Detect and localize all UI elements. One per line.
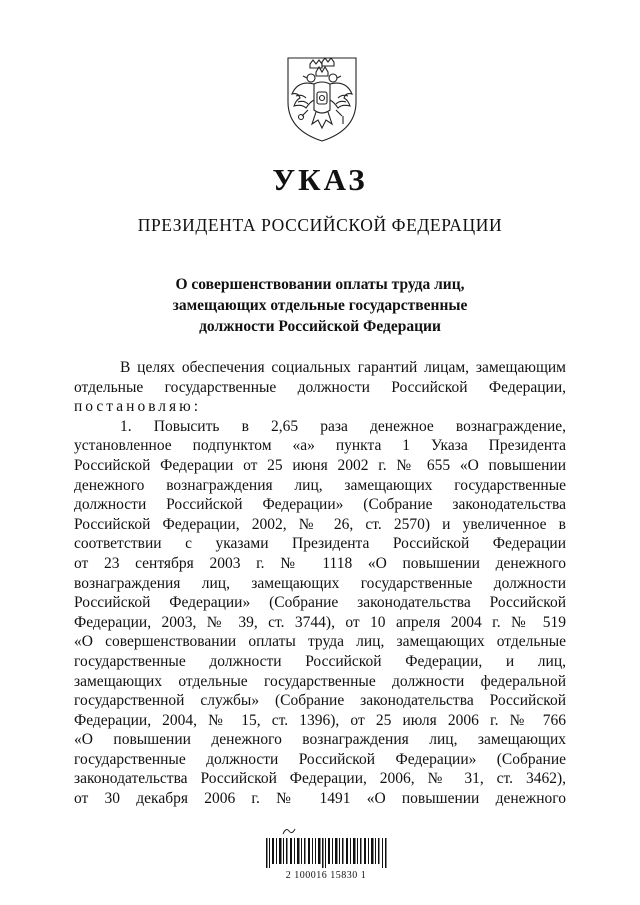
body-line: отдельные государственные должности Российской Федерации, <box>74 378 566 396</box>
document-issuer: ПРЕЗИДЕНТА РОССИЙСКОЙ ФЕДЕРАЦИИ <box>137 215 503 235</box>
body-line: 1. Повысить в 2,65 раза денежное вознаграждение, <box>120 417 566 435</box>
body-line: государственные должности Российской Федерации» (Собрание <box>74 750 566 768</box>
body-line: В целях обеспечения социальных гарантий лицам, замещающим <box>120 359 566 376</box>
body-line: государственные должности Российской Федерации, и лиц, <box>74 652 566 670</box>
body-line: «О совершенствовании оплаты труда лиц, замещающих отдельные <box>74 633 566 651</box>
body-line: Федерации, 2004, № 15, ст. 1396), от 25 июля 2006 г. № 766 <box>74 711 566 729</box>
body-line: от 30 декабря 2006 г. № 1491 «О повышении денежного <box>74 790 566 808</box>
body-line: денежного вознаграждения лиц, замещающих государственные <box>74 476 566 494</box>
body-line: постановляю: <box>74 398 202 416</box>
body-line: замещающих отдельные государственные должности федеральной <box>74 672 566 690</box>
body-line: Российской Федерации» (Собрание законодательства Российской <box>74 594 566 612</box>
body-line: Российской Федерации от 25 июня 2002 г. № 655 «О повышении <box>74 456 566 474</box>
body-line: вознаграждения лиц, замещающих государственные должности <box>74 574 566 592</box>
decree-subject <box>80 274 560 337</box>
body-line: Федерации, 2003, № 39, ст. 3744), от 10 апреля 2004 г. № 519 <box>74 613 566 631</box>
barcode-bars <box>264 838 388 868</box>
subject-line: замещающих отдельные государственные <box>172 297 468 314</box>
document-title: УКАЗ <box>272 162 368 197</box>
body-line: «О повышении денежного вознаграждения лиц, замещающих <box>74 731 566 749</box>
subject-line: О совершенствовании оплаты труда лиц, <box>175 276 465 293</box>
body-line: должности Российской Федерации» (Собрание законодательства <box>74 496 566 514</box>
body-line: соответствии с указами Президента Российской Федерации <box>74 535 566 553</box>
stamp-mark-icon <box>282 826 296 836</box>
body-line: от 23 сентября 2003 г. № 1118 «О повышении денежного <box>74 554 566 572</box>
body-line: государственной службы» (Собрание законодательства Российской <box>74 692 566 710</box>
body-line: законодательства Российской Федерации, 2006, № 31, ст. 3462), <box>74 770 566 788</box>
barcode-number: 2 100016 15830 1 <box>285 870 367 881</box>
body-line: установленное подпунктом «а» пункта 1 Указа Президента <box>74 437 566 455</box>
barcode <box>264 826 388 884</box>
subject-line: должности Российской Федерации <box>199 318 441 335</box>
decree-body <box>74 358 566 809</box>
body-line: Российской Федерации, 2002, № 26, ст. 2570) и увеличенное в <box>74 515 566 533</box>
coat-of-arms-emblem <box>284 54 360 144</box>
